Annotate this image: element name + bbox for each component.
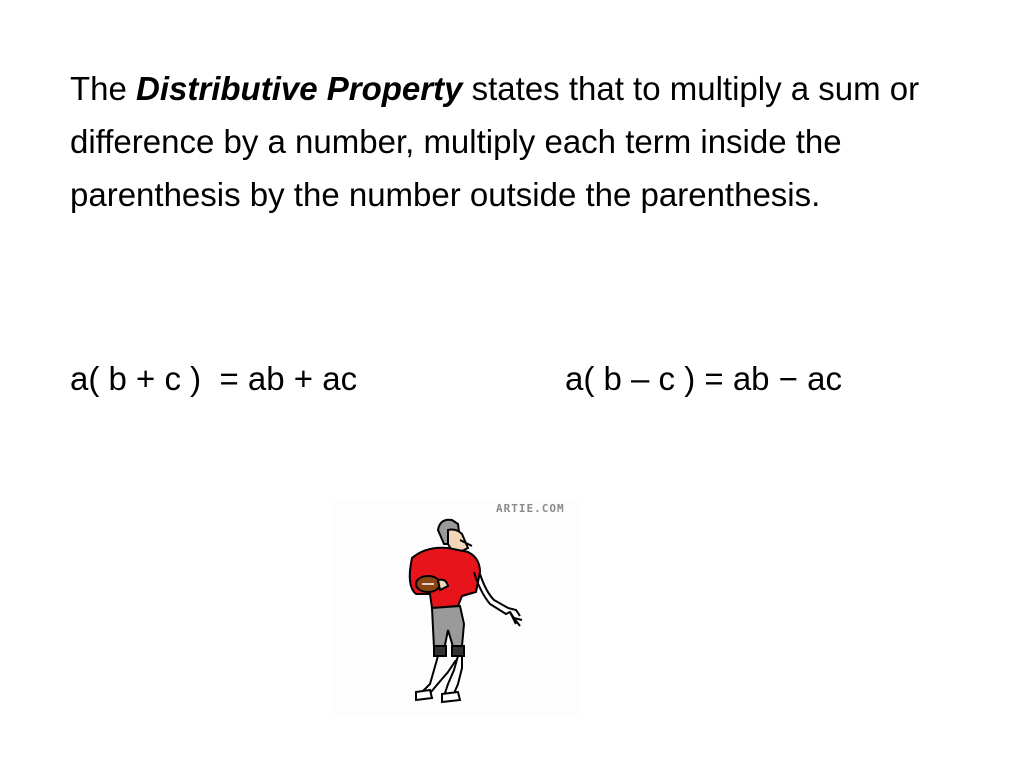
clipart-watermark: ARTIE.COM — [496, 502, 565, 515]
formula-sum: a( b + c ) = ab + ac — [70, 360, 358, 397]
formula-difference: a( b – c ) = ab − ac — [565, 360, 842, 397]
definition-text — [70, 62, 950, 221]
definition-term: Distributive Property — [136, 70, 463, 107]
definition-lead: The — [70, 70, 137, 107]
football-player-clipart — [330, 500, 580, 715]
definition-body: states that to multiply a sum or difference by a number, multiply each term inside the parenthesis by the number outside the parenthesis. — [70, 70, 920, 213]
